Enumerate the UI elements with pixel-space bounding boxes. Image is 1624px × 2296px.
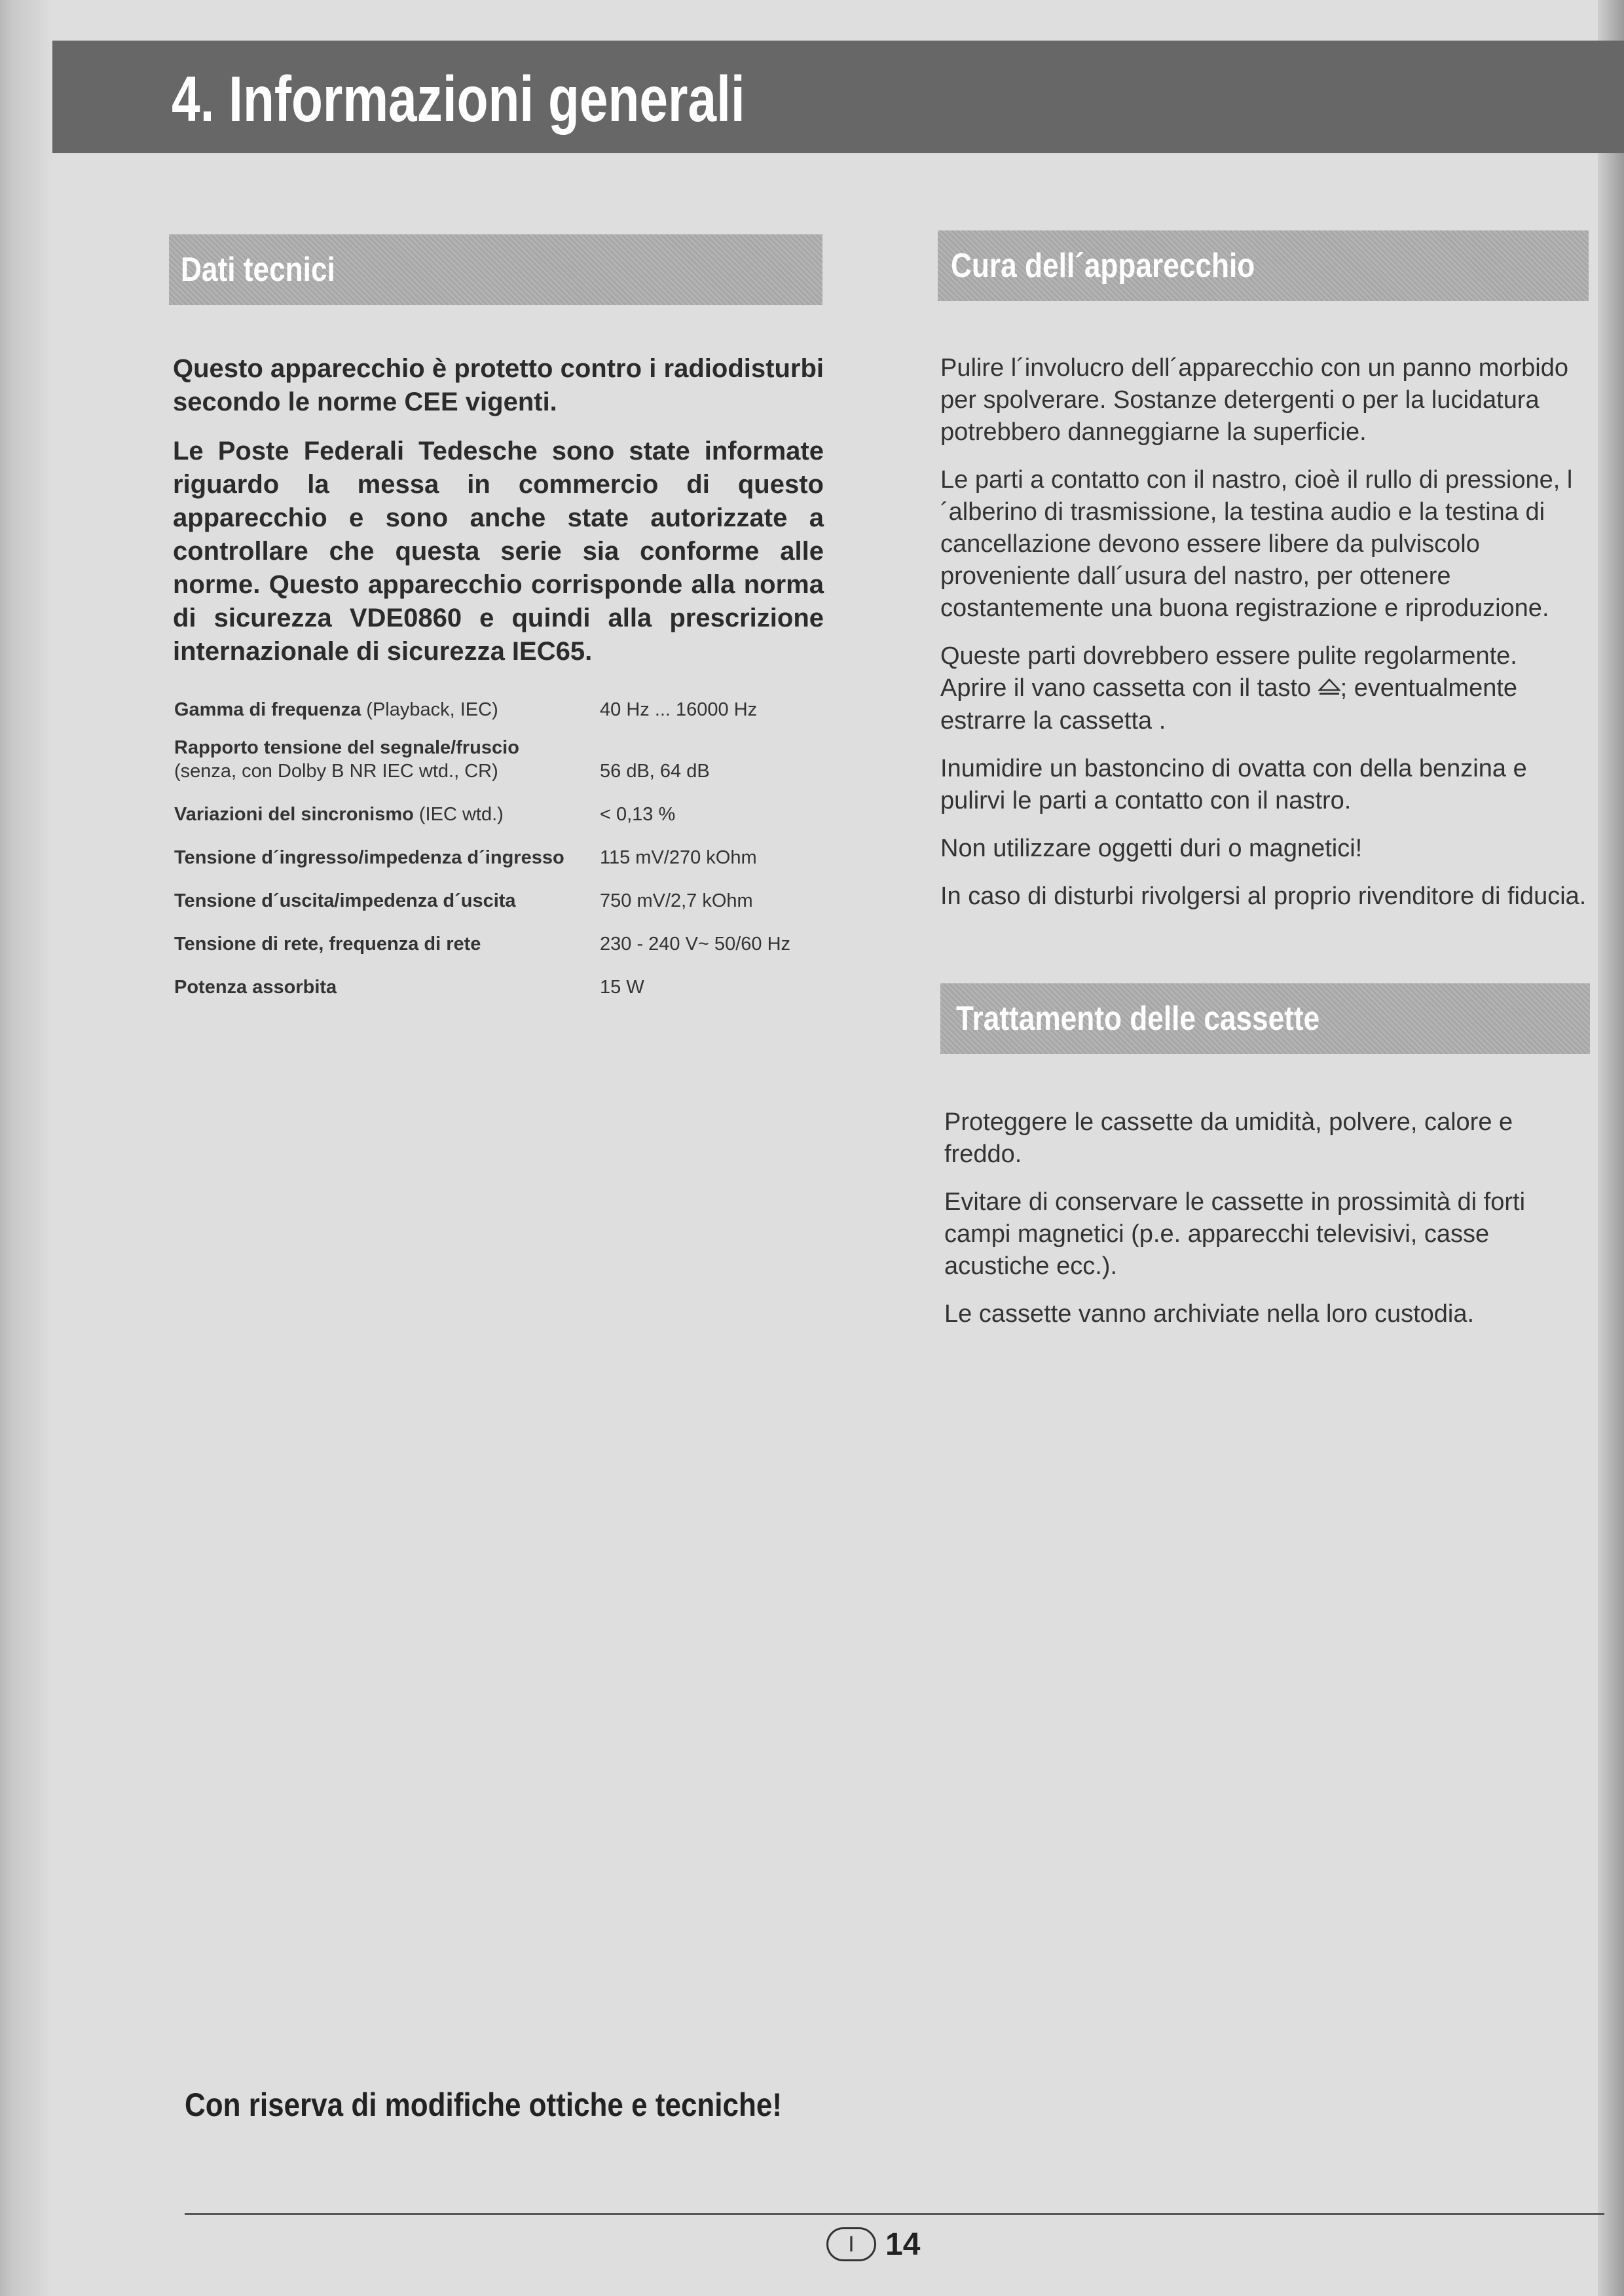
spec-label: Potenza assorbita: [174, 977, 337, 998]
spec-label: Rapporto tensione del segnale/fruscio: [174, 737, 519, 758]
cura-paragraph-3b-pre: Aprire il vano cassetta con il tasto: [940, 674, 1312, 702]
footer-rule: [185, 2213, 1604, 2215]
cura-paragraph-3b-post: ; eventualmente estrarre la cassetta .: [940, 674, 1518, 735]
page-edge-right: [1598, 0, 1624, 2296]
cura-paragraph-5: Non utilizzare oggetti duri o magnetici!: [940, 835, 1363, 863]
spec-value: 56 dB, 64 dB: [600, 761, 710, 782]
cura-paragraph-2: Le parti a contatto con il nastro, cioè il rullo di pressione, l´alberino di trasmissione, la testina audio e la testina di cancellazione devono essere libere da pulviscolo proveniente dall´usura del nastro, per ottenere costantemente una buona registrazione e riproduzione.: [940, 466, 1573, 622]
spec-value: 40 Hz ... 16000 Hz: [600, 699, 758, 720]
footer-note: Con riserva di modifiche ottiche e tecniche!: [185, 2086, 782, 2123]
intro-text: [173, 352, 824, 684]
spec-label: Tensione d´ingresso/impedenza d´ingresso: [174, 847, 564, 868]
spec-label: Tensione d´uscita/impedenza d´uscita: [174, 890, 516, 911]
spec-value: 750 mV/2,7 kOhm: [600, 890, 753, 911]
spec-value: < 0,13 %: [600, 804, 676, 825]
trattamento-text: [944, 1106, 1590, 1346]
page-number: [826, 2225, 920, 2264]
intro-paragraph-2: Le Poste Federali Tedesche sono state informate riguardo la messa in commercio di questo apparecchio e sono anche state autorizzate a controllare che questa serie sia conforme alle norme. Questo apparecchio corrisponde alla norma di sicurezza VDE0860 e quindi alla prescrizione internazionale di sicurezza IEC65.: [173, 437, 824, 666]
spec-label: Tensione di rete, frequenza di rete: [174, 934, 481, 955]
cura-text: [940, 352, 1589, 928]
page-edge-left: [0, 0, 52, 2296]
specs-table: [174, 694, 829, 1008]
cura-paragraph-3: [940, 640, 1589, 737]
cura-paragraph-4: Inumidire un bastoncino di ovatta con della benzina e pulirvi le parti a contatto con il nastro.: [940, 755, 1527, 815]
spec-label: Gamma di frequenza: [174, 699, 361, 720]
trattamento-paragraph-2: Evitare di conservare le cassette in prossimità di forti campi magnetici (p.e. apparecchi televisivi, casse acustiche ecc.).: [944, 1188, 1526, 1280]
intro-paragraph-1: Questo apparecchio è protetto contro i radiodisturbi secondo le norme CEE vigenti.: [173, 354, 824, 416]
cura-paragraph-6: In caso di disturbi rivolgersi al proprio rivenditore di fiducia.: [940, 883, 1587, 911]
trattamento-paragraph-3: Le cassette vanno archiviate nella loro custodia.: [944, 1300, 1475, 1328]
cura-paragraph-1: Pulire l´involucro dell´apparecchio con un panno morbido per spolverare. Sostanze detergenti o per la lucidatura potrebbero danneggiarne la superficie.: [940, 354, 1568, 446]
spec-label-note: (Playback, IEC): [361, 699, 498, 720]
spec-value: 15 W: [600, 977, 644, 998]
spec-label-note: (IEC wtd.): [413, 804, 504, 825]
page-title: 4. Informazioni generali: [172, 63, 745, 135]
cura-paragraph-3a: Queste parti dovrebbero essere pulite regolarmente.: [940, 642, 1517, 670]
trattamento-paragraph-1: Proteggere le cassette da umidità, polvere, calore e freddo.: [944, 1108, 1513, 1168]
page-number-value: 14: [885, 2227, 921, 2262]
section-title-dati-tecnici: Dati tecnici: [181, 251, 335, 289]
spec-label: Variazioni del sincronismo: [174, 804, 414, 825]
section-title-cura: Cura dell´apparecchio: [951, 247, 1255, 285]
language-badge: I: [826, 2227, 876, 2261]
eject-icon: [1318, 673, 1340, 705]
spec-value: 230 - 240 V~ 50/60 Hz: [600, 934, 791, 955]
spec-value: 115 mV/270 kOhm: [600, 847, 757, 868]
section-title-trattamento: Trattamento delle cassette: [956, 1000, 1320, 1038]
spec-label-note: (senza, con Dolby B NR IEC wtd., CR): [174, 761, 498, 782]
